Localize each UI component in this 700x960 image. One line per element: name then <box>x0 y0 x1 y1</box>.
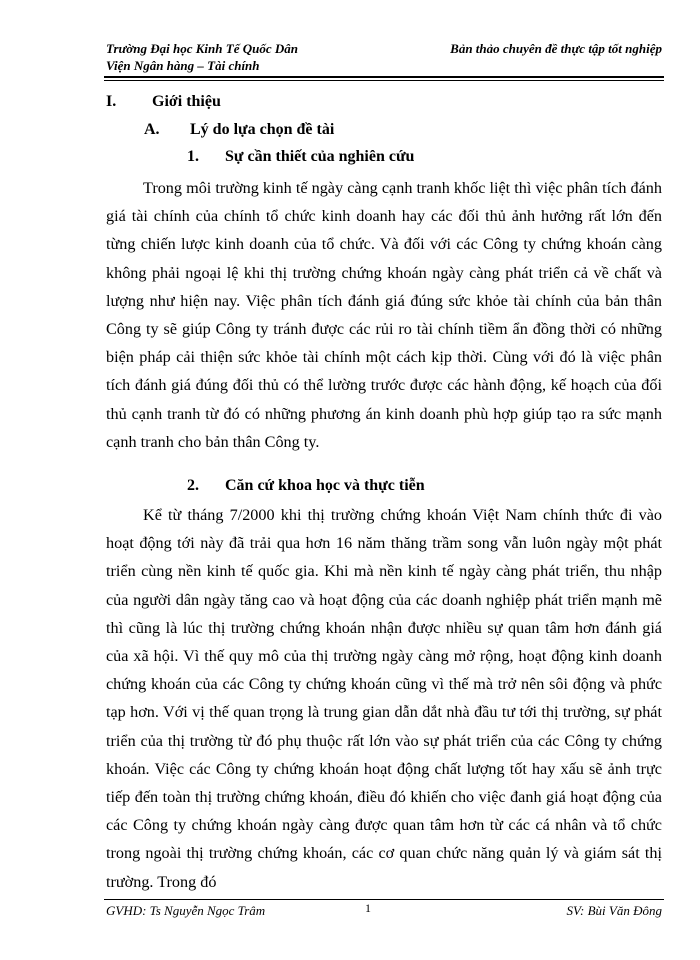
page-header <box>106 40 662 74</box>
header-rule <box>104 76 664 81</box>
heading-title: Lý do lựa chọn đề tài <box>190 121 335 138</box>
heading-number: 2. <box>187 477 199 494</box>
page-footer <box>106 903 662 919</box>
heading-number: 1. <box>187 148 199 165</box>
heading-section-a <box>144 121 334 139</box>
paragraph-basis: Kể từ tháng 7/2000 khi thị trường chứng khoán Việt Nam chính thức đi vào hoạt động tới này đã trải qua hơn 16 năm thăng trầm song vẫn luôn ngày một phát triển cùng nền kinh tế quốc gia. Khi mà nền kinh tế ngày càng phát triển, thu nhập của người dân ngày tăng cao và hoạt động của các doanh nghiệp phát triển mạnh mẽ thì cũng là lúc thị trường chứng khoán nhận được nhiều sự quan tâm hơn đánh giá của xã hội. Vì thế quy mô của thị trường ngày càng mở rộng, hoạt động kinh doanh chứng khoán của các Công ty chứng khoán cũng vì thế mà trở nên sôi động và phức tạp hơn. Với vị thế quan trọng là trung gian dẫn dắt nhà đầu tư tới thị trường, sự phát triển của thị trường từ đó phụ thuộc rất lớn vào sự phát triển của các Công ty chứng khoán. Việc các Công ty chứng khoán hoạt động chất lượng tốt hay xấu sẽ ảnh trực tiếp đến toàn thị trường chứng khoán, điều đó khiến cho việc đanh giá hoạt động của các Công ty chứng khoán ngày càng được quan tâm hơn từ các cá nhân và tổ chức trong ngoài thị trường chứng khoán, các cơ quan chức năng quản lý và giám sát thị trường. Trong đó <box>106 506 662 891</box>
page-number: 1 <box>365 901 371 915</box>
heading-title: Sự cần thiết của nghiên cứu <box>225 148 415 165</box>
footer-rule <box>104 899 664 900</box>
heading-number: A. <box>144 121 160 138</box>
heading-section-1 <box>106 93 221 111</box>
institute-name: Viện Ngân hàng – Tài chính <box>106 58 260 73</box>
paragraph-necessity: Trong môi trường kinh tế ngày càng cạnh tranh khốc liệt thì việc phân tích đánh giá tài chính của chính tổ chức kinh doanh hay các đối thủ ảnh hưởng rất lớn đến từng chiến lược kinh doanh của tổ chức. Và đối với các Công ty chứng khoán càng không phải ngoại lệ khi thị trường chứng khoán ngày càng phát triển cả về chất và lượng như hiện nay. Việc phân tích đánh giá đúng sức khỏe tài chính của bản thân Công ty sẽ giúp Công ty tránh được các rủi ro tài chính tiềm ẩn đồng thời có những biện pháp cải thiện sức khỏe tài chính một cách kịp thời. Cùng với đó là việc phân tích đánh giá đúng đối thủ có thể lường trước được các hành động, kế hoạch của đối thủ cạnh tranh từ đó có những phương án kinh doanh phù hợp giúp tạo ra sức mạnh cạnh tranh cho bản thân Công ty. <box>106 179 662 451</box>
university-name: Trường Đại học Kinh Tế Quốc Dân <box>106 41 298 56</box>
heading-title: Căn cứ khoa học và thực tiễn <box>225 477 425 494</box>
heading-section-1-1 <box>187 148 414 166</box>
heading-number: I. <box>106 93 117 110</box>
heading-title: Giới thiệu <box>152 93 221 110</box>
student-name: SV: Bùi Văn Đông <box>566 903 662 918</box>
heading-section-1-2 <box>187 477 425 495</box>
advisor-name: GVHD: Ts Nguyễn Ngọc Trâm <box>106 903 266 918</box>
document-type: Bản thảo chuyên đề thực tập tốt nghiệp <box>450 41 662 56</box>
